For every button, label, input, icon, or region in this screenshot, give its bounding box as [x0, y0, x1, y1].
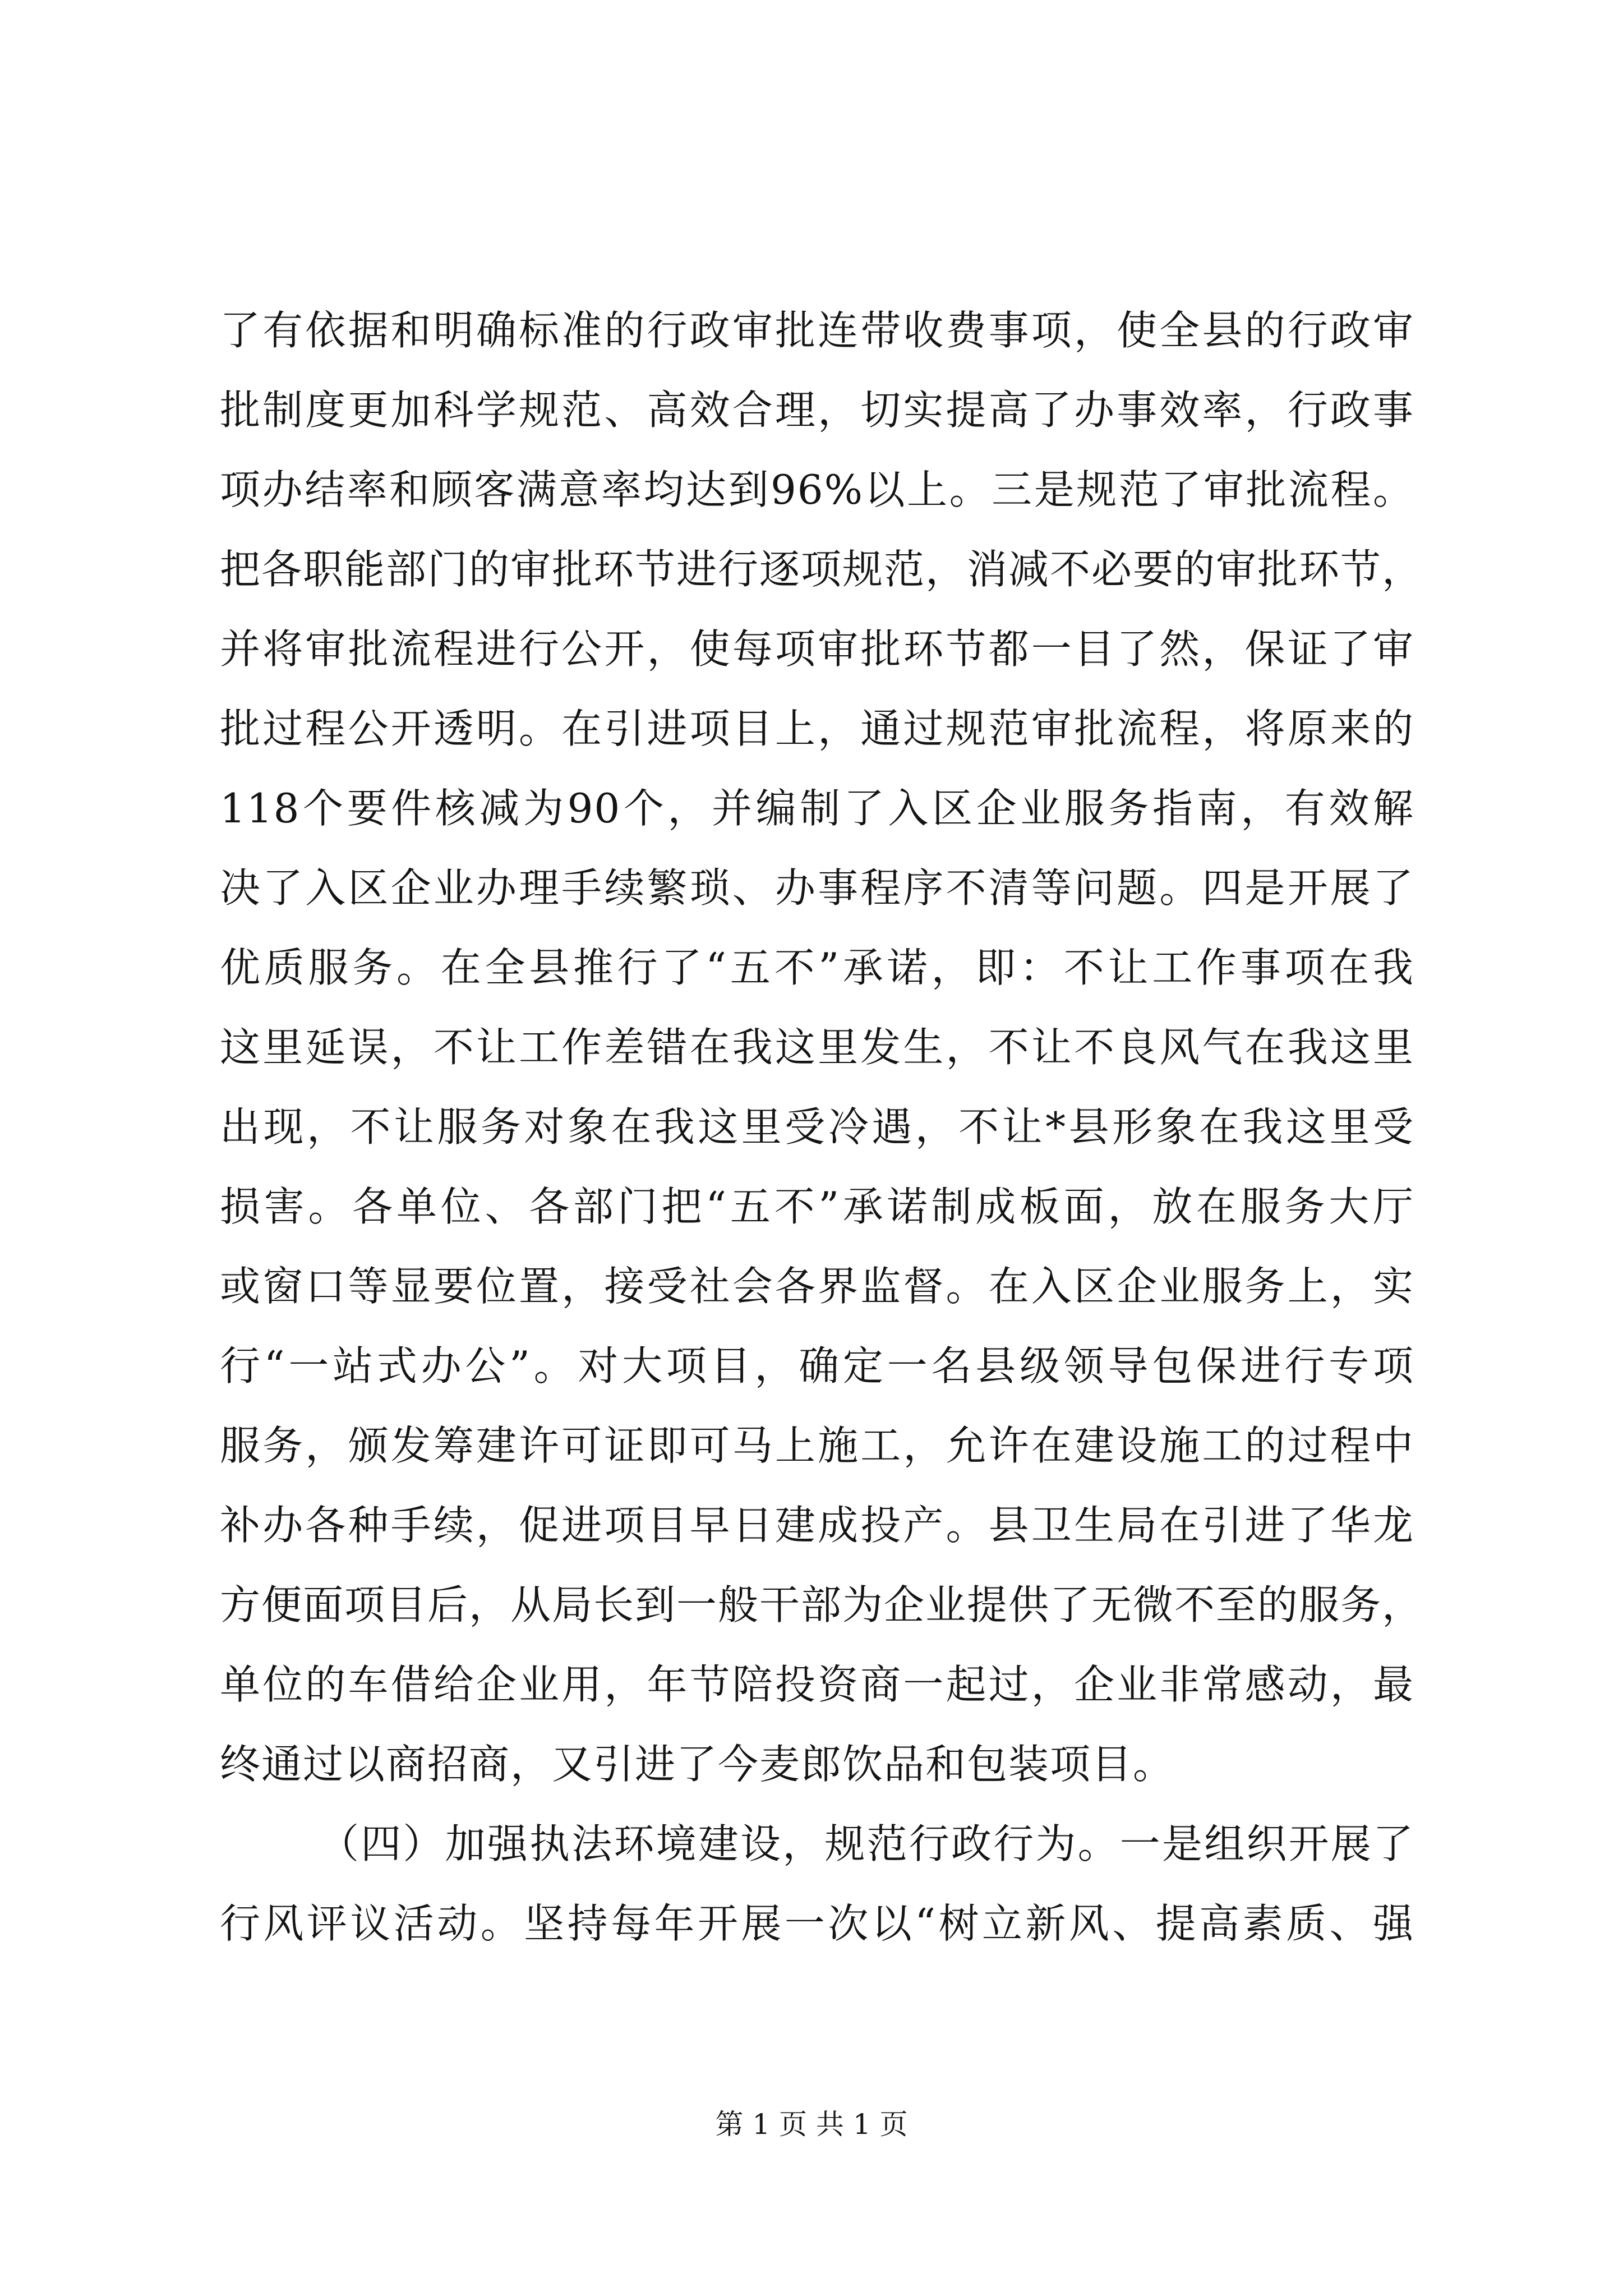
- paragraph-line: 服务，颁发筹建许可证即可马上施工，允许在建设施工的过程中: [220, 1422, 1414, 1469]
- paragraph-line: 项办结率和顾客满意率均达到96%以上。三是规范了审批流程。: [220, 466, 1414, 513]
- page-footer: [0, 2105, 1623, 2144]
- paragraph-line: 优质服务。在全县推行了“五不”承诺，即：不让工作事项在我: [220, 944, 1414, 991]
- paragraph-line: （四）加强执法环境建设，规范行政行为。一是组织开展了: [319, 1820, 1414, 1867]
- paragraph-line: 损害。各单位、各部门把“五不”承诺制成板面，放在服务大厅: [220, 1183, 1414, 1230]
- body-text: [220, 291, 1424, 1963]
- paragraph-line: 118个要件核减为90个，并编制了入区企业服务指南，有效解: [220, 785, 1414, 832]
- paragraph-line: 方便面项目后，从局长到一般干部为企业提供了无微不至的服务，: [220, 1581, 1424, 1628]
- paragraph-line: 并将审批流程进行公开，使每项审批环节都一目了然，保证了审: [220, 625, 1414, 673]
- page-number-label: 第 1 页 共 1 页: [715, 2108, 908, 2141]
- paragraph-line: 了有依据和明确标准的行政审批连带收费事项，使全县的行政审: [220, 307, 1414, 354]
- paragraph-line: 补办各种手续，促进项目早日建成投产。县卫生局在引进了华龙: [220, 1502, 1414, 1549]
- paragraph-line: 单位的车借给企业用，年节陪投资商一起过，企业非常感动，最: [220, 1661, 1414, 1708]
- paragraph-line: 批制度更加科学规范、高效合理，切实提高了办事效率，行政事: [220, 386, 1414, 434]
- paragraph-line: 行“一站式办公”。对大项目，确定一名县级领导包保进行专项: [220, 1342, 1414, 1389]
- paragraph-line: 批过程公开透明。在引进项目上，通过规范审批流程，将原来的: [220, 705, 1414, 752]
- paragraph-line: 行风评议活动。坚持每年开展一次以“树立新风、提高素质、强: [220, 1900, 1414, 1947]
- paragraph-line: 终通过以商招商，又引进了今麦郎饮品和包装项目。: [220, 1741, 1175, 1788]
- paragraph-line: 决了入区企业办理手续繁琐、办事程序不清等问题。四是开展了: [220, 864, 1414, 912]
- paragraph-line: 这里延误，不让工作差错在我这里发生，不让不良风气在我这里: [220, 1024, 1414, 1071]
- paragraph-line: 或窗口等显要位置，接受社会各界监督。在入区企业服务上，实: [220, 1263, 1414, 1310]
- paragraph-line: 出现，不让服务对象在我这里受冷遇，不让*县形象在我这里受: [220, 1103, 1414, 1151]
- paragraph-line: 把各职能部门的审批环节进行逐项规范，消减不必要的审批环节，: [220, 546, 1424, 593]
